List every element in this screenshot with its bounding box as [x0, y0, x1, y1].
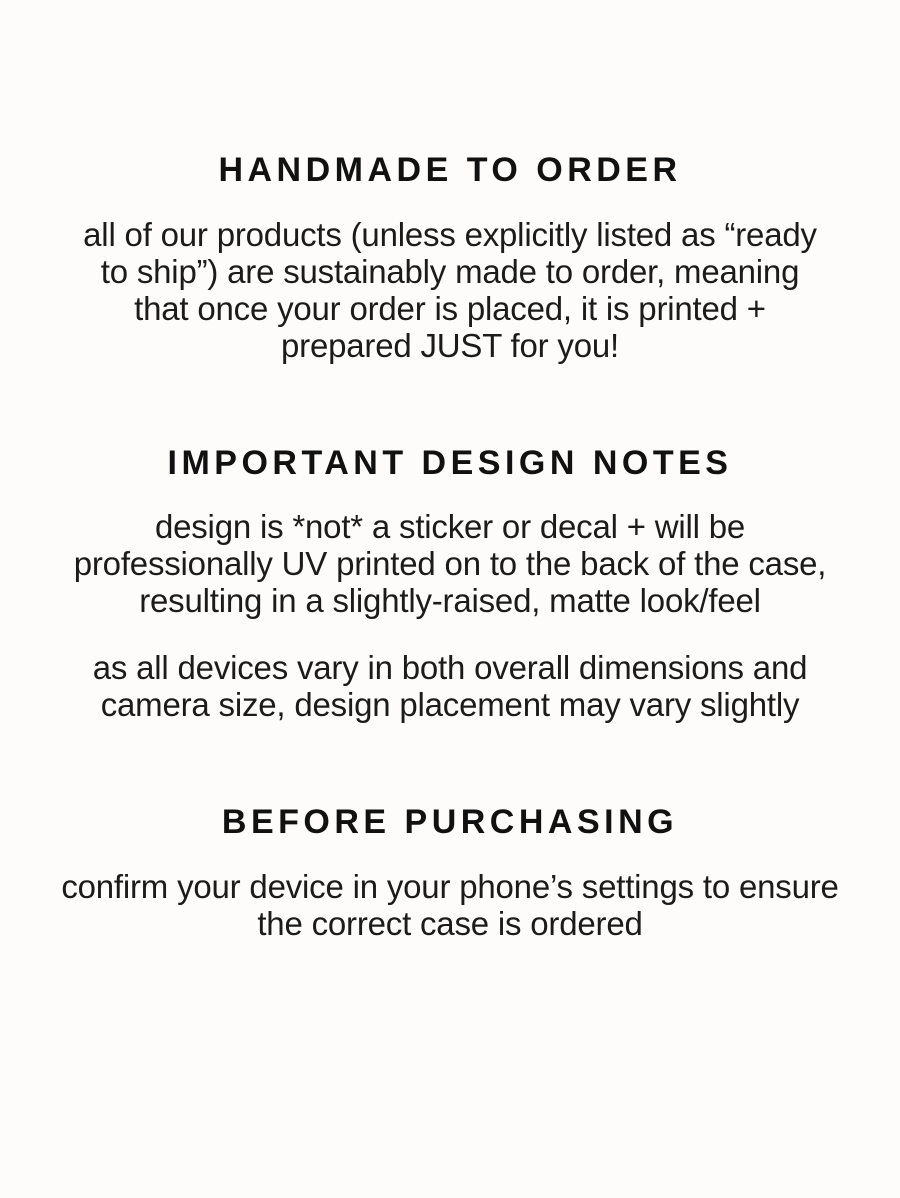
- section-paragraph: confirm your device in your phone’s settings to ensure the correct case is ordered: [61, 867, 839, 942]
- section-important-design-notes: [55, 443, 845, 725]
- section-handmade-to-order: [55, 150, 845, 365]
- section-paragraph: design is *not* a sticker or decal + will be professionally UV printed on to the back of the case, resulting in a slightly-raised, matte look/feel: [73, 508, 827, 620]
- section-paragraph: as all devices vary in both overall dimensions and camera size, design placement may vary slightly: [92, 649, 808, 724]
- section-paragraph: all of our products (unless explicitly listed as “ready to ship”) are sustainably made to order, meaning that once your order is placed, it is printed + prepared JUST for you!: [83, 215, 817, 364]
- section-before-purchasing: [55, 802, 845, 943]
- section-heading: BEFORE PURCHASING: [221, 803, 679, 842]
- section-heading: IMPORTANT DESIGN NOTES: [167, 443, 733, 482]
- section-heading: HANDMADE TO ORDER: [218, 151, 682, 189]
